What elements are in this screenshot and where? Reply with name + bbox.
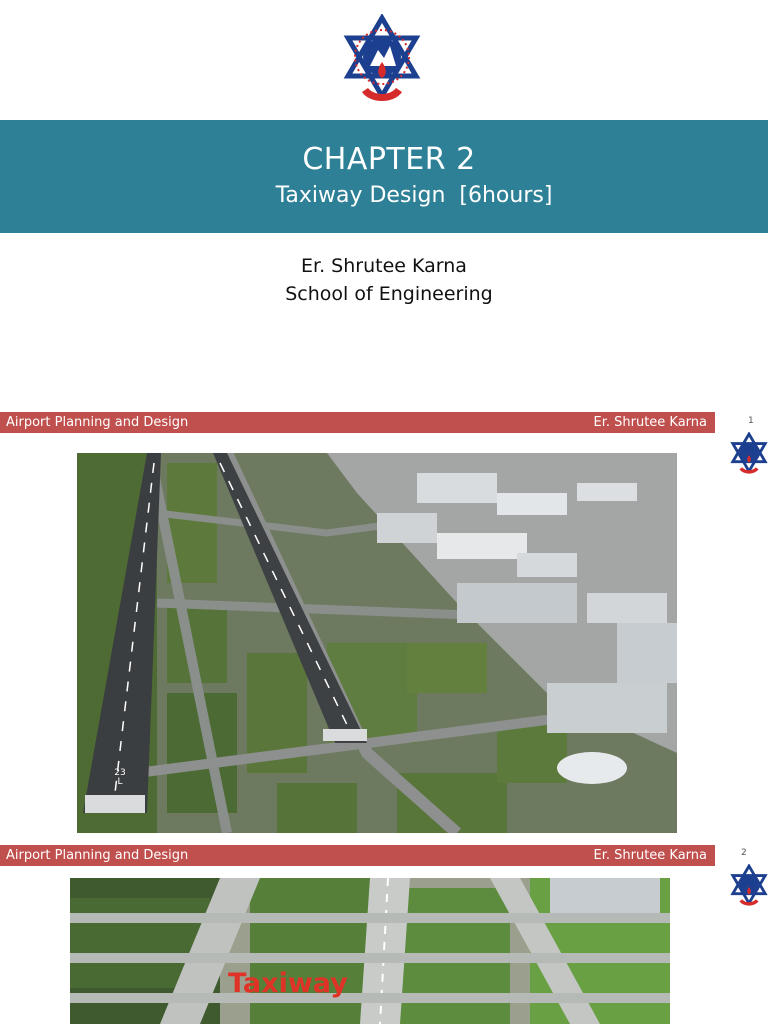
course-title: Airport Planning and Design	[6, 415, 189, 430]
course-title: Airport Planning and Design	[6, 848, 189, 863]
instructor-name: Er. Shrutee Karna	[593, 848, 707, 863]
taxiway-label: Taxiway	[228, 968, 348, 999]
school-name: School of Engineering	[285, 283, 493, 305]
page-number: 2	[741, 848, 747, 858]
chapter-title: CHAPTER 2	[302, 142, 476, 177]
taxiway-aerial-photo	[70, 878, 670, 1024]
slide-header	[0, 412, 715, 433]
instructor-name: Er. Shrutee Karna	[593, 415, 707, 430]
page-number: 1	[748, 416, 754, 426]
chapter-subtitle: Taxiway Design [6hours]	[275, 183, 553, 208]
airport-aerial-photo	[77, 453, 677, 833]
university-logo-icon	[340, 14, 424, 110]
university-logo-icon	[729, 432, 768, 478]
author-name: Er. Shrutee Karna	[301, 255, 467, 277]
runway-designator: 23 L	[114, 768, 126, 787]
university-logo-icon	[729, 864, 768, 910]
slide-header	[0, 845, 715, 866]
